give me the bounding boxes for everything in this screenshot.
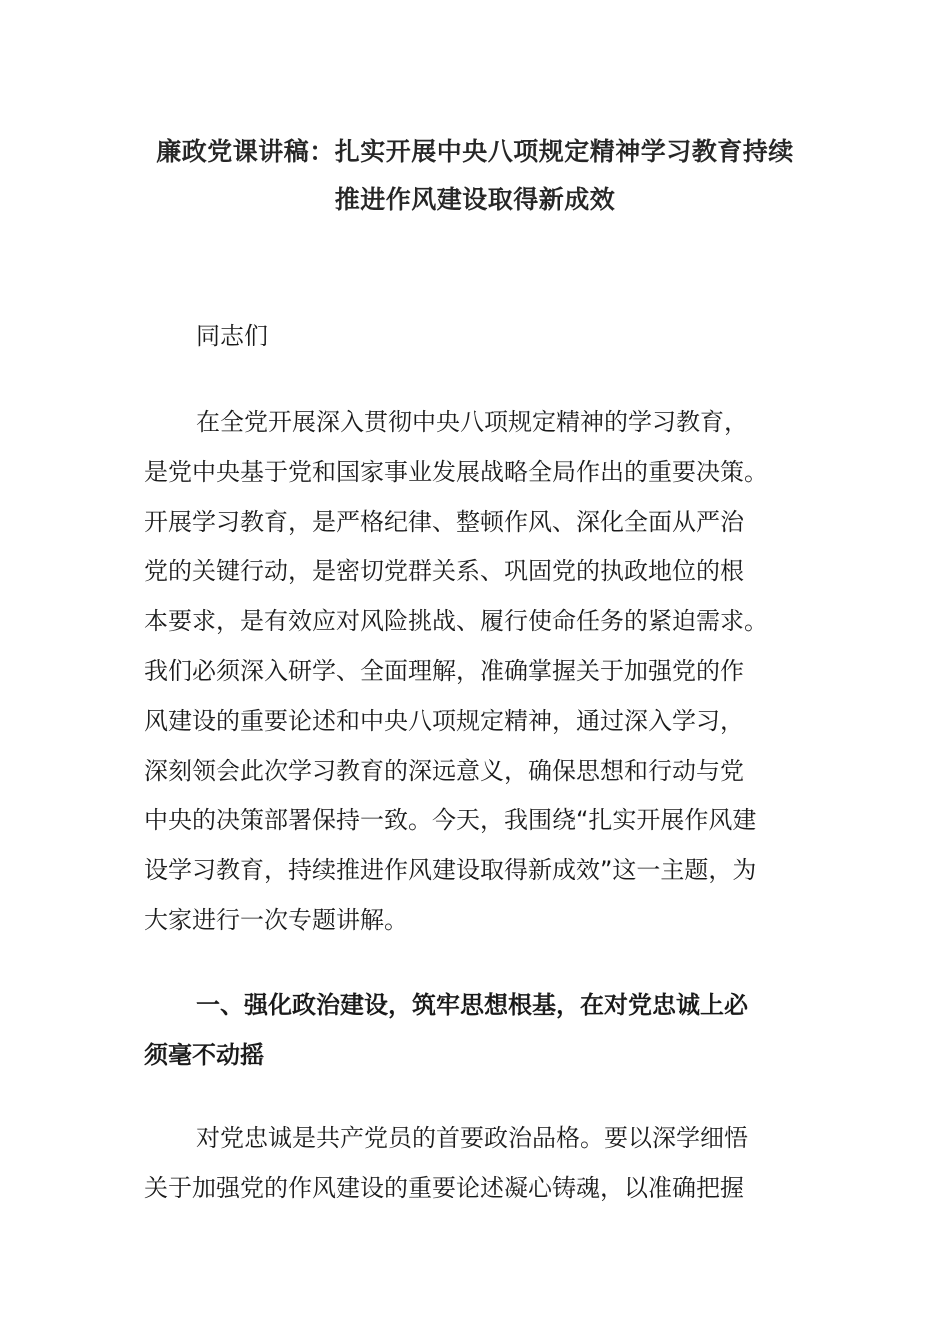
paragraph-line: 在全党开展深入贯彻中央八项规定精神的学习教育， bbox=[196, 408, 748, 436]
paragraph-line: 本要求，是有效应对风险挑战、履行使命任务的紧迫需求。 bbox=[144, 607, 768, 636]
document-title bbox=[120, 128, 830, 224]
heading-line: 一、强化政治建设，筑牢思想根基，在对党忠诚上必 bbox=[196, 991, 748, 1019]
paragraph-line: 对党忠诚是共产党员的首要政治品格。要以深学细悟 bbox=[196, 1124, 748, 1152]
paragraph-line: 开展学习教育，是严格纪律、整顿作风、深化全面从严治 bbox=[144, 507, 744, 536]
paragraph-line: 深刻领会此次学习教育的深远意义，确保思想和行动与党 bbox=[144, 756, 744, 785]
paragraph-line: 党的关键行动，是密切党群关系、巩固党的执政地位的根 bbox=[144, 557, 744, 586]
paragraph-line: 关于加强党的作风建设的重要论述凝心铸魂，以准确把握 bbox=[144, 1173, 744, 1202]
section-heading bbox=[144, 980, 804, 1080]
paragraph-line: 中央的决策部署保持一致。今天，我围绕“扎实开展作风建 bbox=[144, 806, 757, 835]
paragraph-line: 风建设的重要论述和中央八项规定精神，通过深入学习， bbox=[144, 706, 744, 735]
section-paragraph bbox=[144, 1114, 804, 1214]
paragraph-line: 我们必须深入研学、全面理解，准确掌握关于加强党的作 bbox=[144, 656, 744, 685]
title-line: 廉政党课讲稿：扎实开展中央八项规定精神学习教育持续 bbox=[156, 137, 794, 166]
intro-paragraph bbox=[144, 398, 804, 946]
paragraph-line: 设学习教育，持续推进作风建设取得新成效”这一主题，为 bbox=[144, 856, 757, 885]
paragraph-line: 是党中央基于党和国家事业发展战略全局作出的重要决策。 bbox=[144, 457, 768, 486]
title-line: 推进作风建设取得新成效 bbox=[334, 185, 616, 214]
salutation: 同志们 bbox=[196, 322, 268, 350]
paragraph-line: 大家进行一次专题讲解。 bbox=[144, 905, 408, 934]
heading-line: 须毫不动摇 bbox=[144, 1041, 264, 1069]
